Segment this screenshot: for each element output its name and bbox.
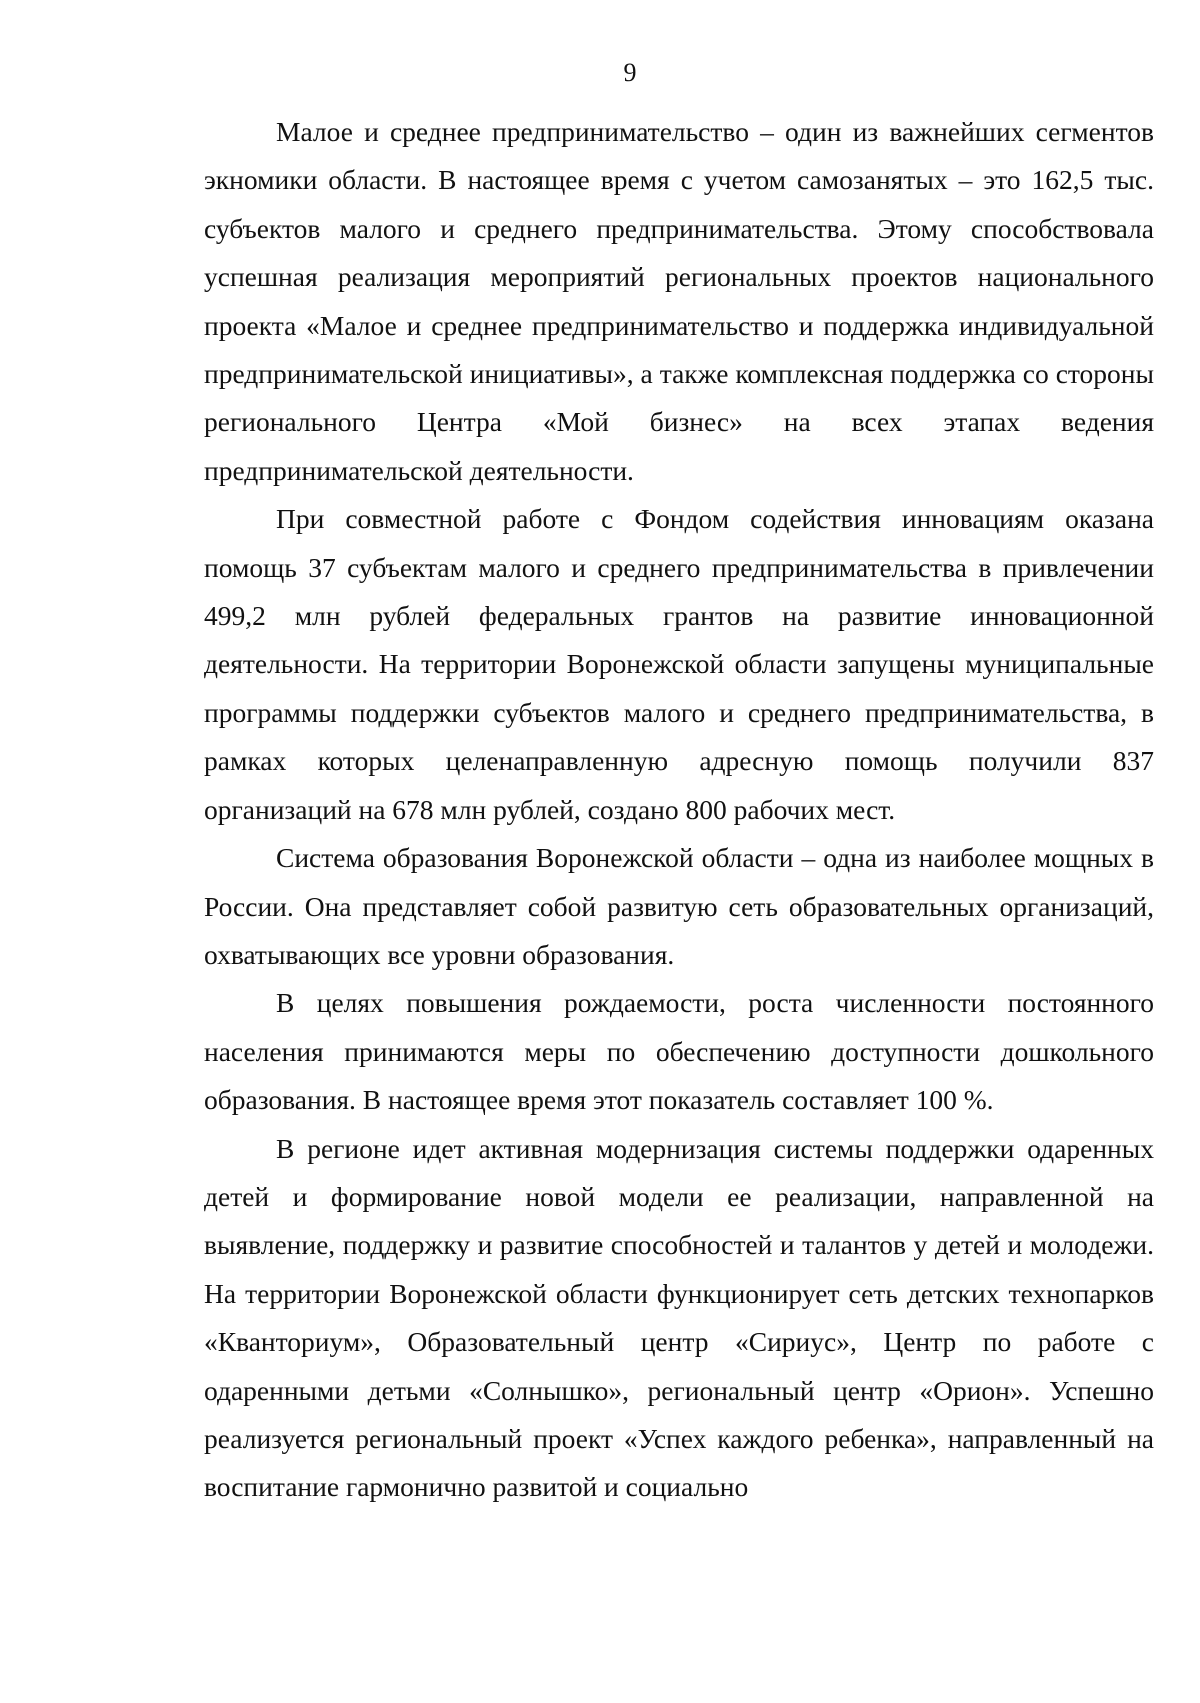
page-number: 9 bbox=[623, 58, 637, 87]
paragraph-small-business: Малое и среднее предпринимательство – один из важнейших сегментов экномики области. В настоящее время с учетом самозанятых – это 162,5 тыс. субъектов малого и среднего предпринимательства. Этому способствовала успешная реализация мероприятий региональных проектов национального проекта «Малое и среднее предпринимательство и поддержка индивидуальной предпринимательской инициативы», а также комплексная поддержка со стороны регионального Центра «Мой бизнес» на всех этапах ведения предпринимательской деятельности. bbox=[204, 116, 1154, 486]
paragraph-gifted-children: В регионе идет активная модернизация системы поддержки одаренных детей и формирование новой модели ее реализации, направленной на выявление, поддержку и развитие способностей и талантов у детей и молодежи. На территории Воронежской области функционирует сеть детских технопарков «Кванториум», Образовательный центр «Сириус», Центр по работе с одаренными детьми «Солнышко», региональный центр «Орион». Успешно реализуется региональный проект «Успех каждого ребенка», направленный на воспитание гармонично развитой и социально bbox=[204, 1132, 1154, 1503]
paragraph-innovation-support: При совместной работе с Фондом содействия инновациям оказана помощь 37 субъектам малого и среднего предпринимательства в привлечении 499,2 млн рублей федеральных грантов на развитие инновационной деятельности. На территории Воронежской области запущены муниципальные программы поддержки субъектов малого и среднего предпринимательства, в рамках которых целенаправленную адресную помощь получили 837 организаций на 678 млн рублей, создано 800 рабочих мест. bbox=[204, 503, 1154, 825]
paragraph-education-system: Система образования Воронежской области – одна из наиболее мощных в России. Она представляет собой развитую сеть образовательных организаций, охватывающих все уровни образования. bbox=[204, 842, 1154, 970]
document-body bbox=[204, 108, 1154, 1512]
paragraph-preschool-education: В целях повышения рождаемости, роста численности постоянного населения принимаются меры по обеспечению доступности дошкольного образования. В настоящее время этот показатель составляет 100 %. bbox=[204, 987, 1154, 1116]
